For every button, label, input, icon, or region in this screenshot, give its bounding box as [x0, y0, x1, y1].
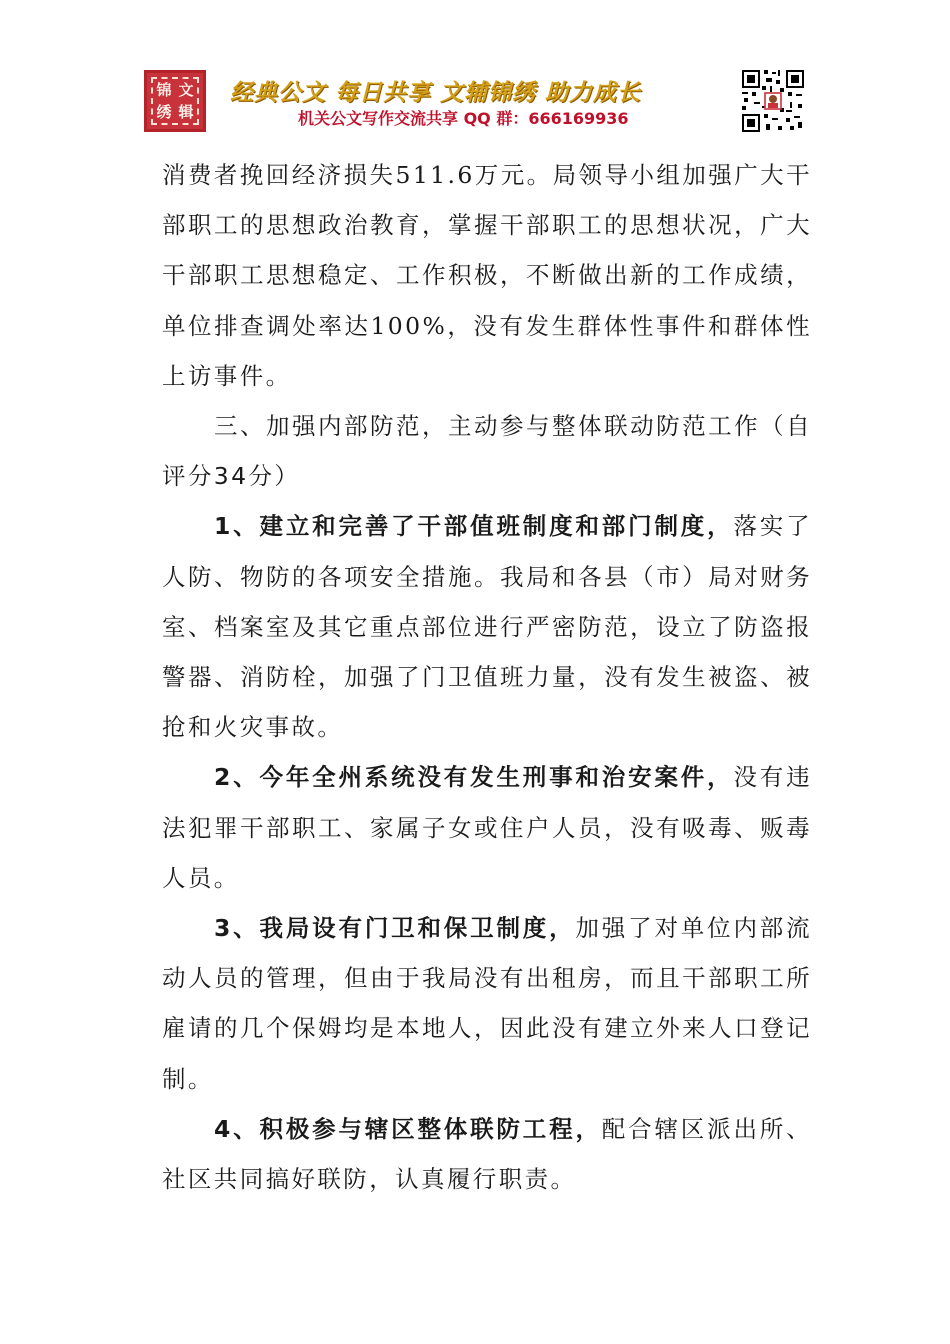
header-slogan: 经典公文 每日共享 文辅锦绣 助力成长 [230, 80, 642, 106]
list-item [162, 501, 812, 752]
item-heading: 2、今年全州系统没有发生刑事和治安案件， [214, 763, 734, 792]
list-item [162, 752, 812, 903]
item-heading: 4、积极参与辖区整体联防工程， [214, 1114, 602, 1143]
item-text: 落实了人防、物防的各项安全措施。我局和各县（市）局对财务室、档案室及其它重点部位进行严密防范，设立了防盗报警器、消防栓，加强了门卫值班力量，没有发生被盗、被抢和火灾事故。 [162, 512, 812, 742]
list-item [162, 1104, 812, 1204]
logo-char: 锦 [156, 81, 172, 99]
document-body [162, 150, 812, 1204]
item-text: 加强了对单位内部流动人员的管理，但由于我局没有出租房，而且干部职工所雇请的几个保姆均是本地人，因此没有建立外来人口登记制。 [162, 914, 813, 1093]
section-heading: 三、加强内部防范，主动参与整体联动防范工作（自评分34分） [162, 412, 812, 491]
item-heading: 1、建立和完善了干部值班制度和部门制度， [214, 512, 734, 541]
header-qq-line: 机关公文写作交流共享 QQ 群：666169936 [298, 109, 629, 128]
logo-char: 辑 [178, 103, 194, 121]
qr-code-icon [740, 68, 806, 134]
item-text: 没有违法犯罪干部职工、家属子女或住户人员，没有吸毒、贩毒人员。 [162, 763, 812, 892]
logo-seal [144, 70, 206, 132]
logo-char: 文 [178, 81, 194, 99]
list-item [162, 903, 812, 1104]
logo-char: 绣 [156, 103, 172, 121]
header-banner [140, 66, 810, 136]
item-heading: 3、我局设有门卫和保卫制度， [214, 914, 576, 943]
paragraph-continued: 消费者挽回经济损失511.6万元。局领导小组加强广大干部职工的思想政治教育，掌握干部职工的思想状况，广大干部职工思想稳定、工作积极，不断做出新的工作成绩，单位排查调处率达100%，没有发生群体性事件和群体性上访事件。 [162, 161, 812, 390]
item-text: 配合辖区派出所、社区共同搞好联防，认真履行职责。 [162, 1114, 812, 1194]
